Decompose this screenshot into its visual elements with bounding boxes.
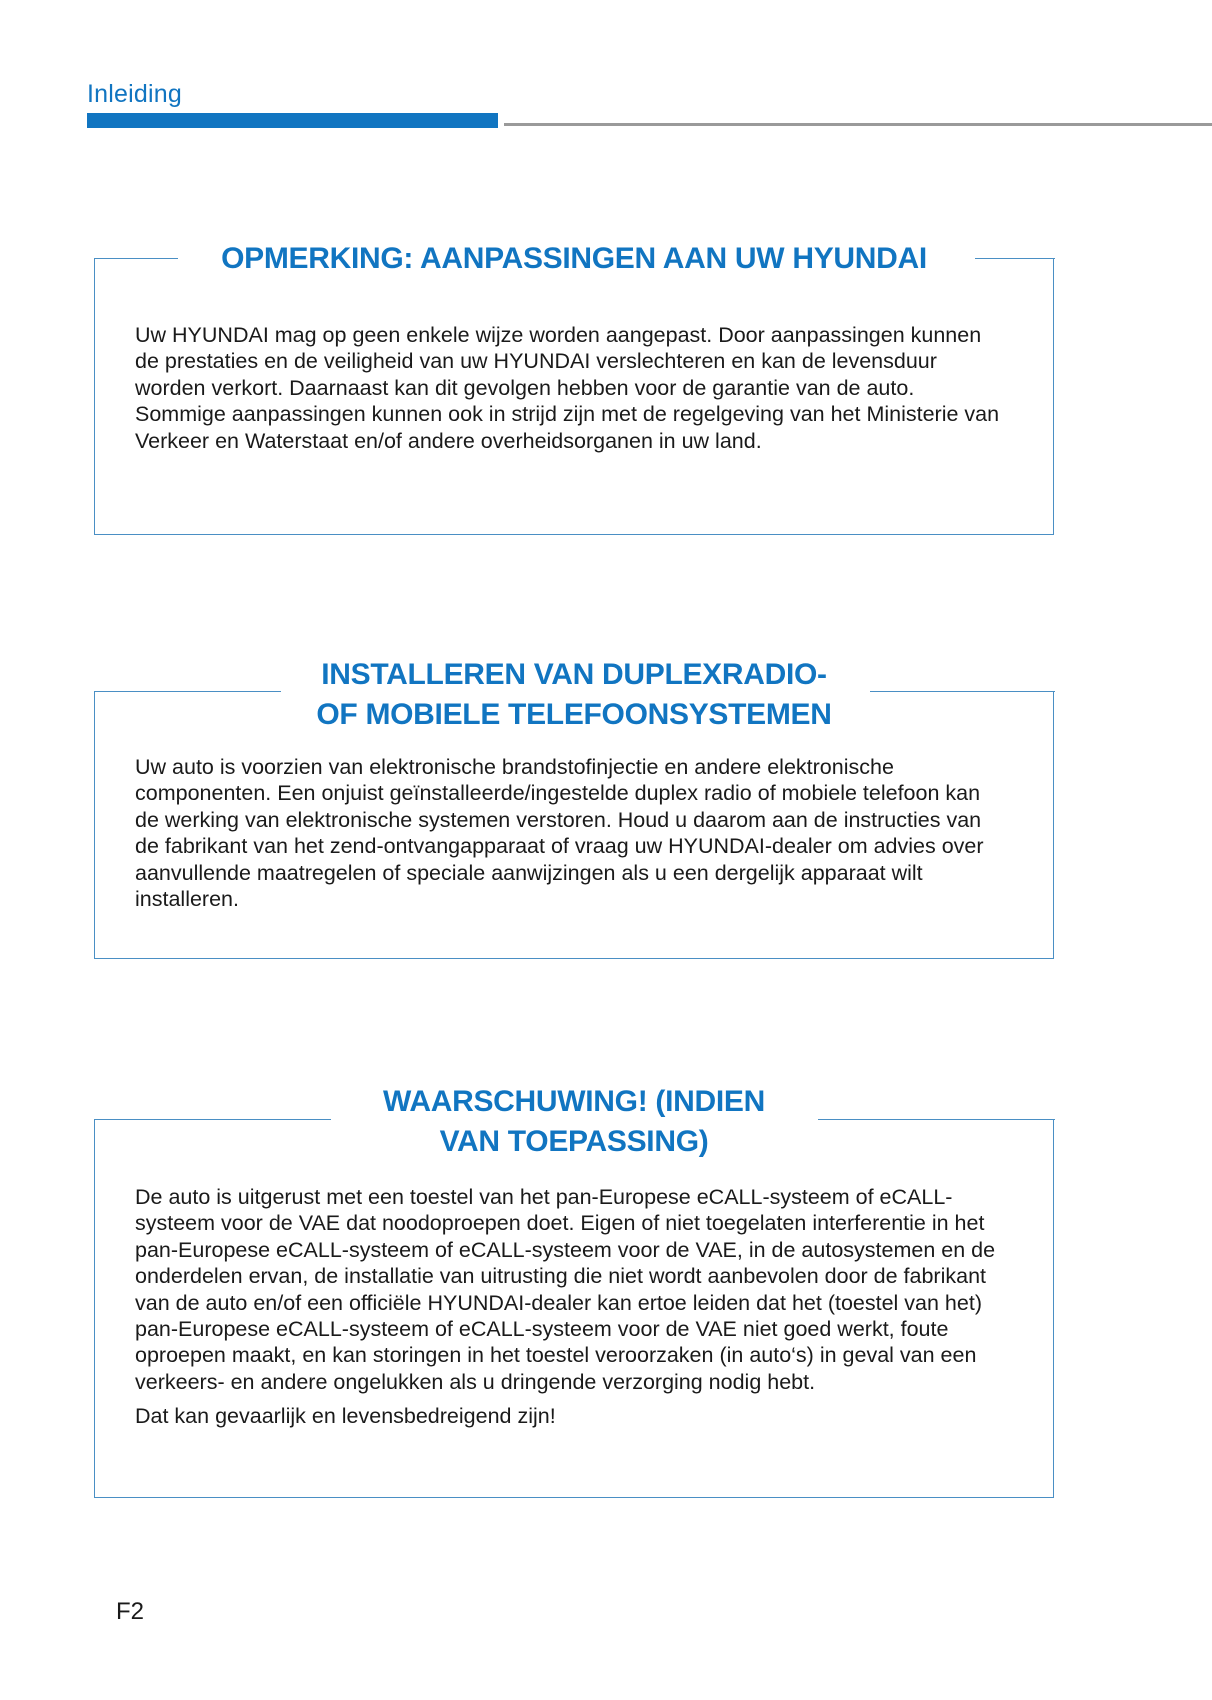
header-rule: [504, 123, 1212, 126]
notice-title-line: OF MOBIELE TELEFOONSYSTEMEN: [316, 698, 832, 731]
notice-paragraph: Uw HYUNDAI mag op geen enkele wijze worden aangepast. Door aanpassingen kunnen de prestaties en de veiligheid van uw HYUNDAI verslechteren en kan de levensduur worden verkort. Daarnaast kan dit gevolgen hebben voor de garantie van de auto. Sommige aanpassingen kunnen ook in strijd zijn met de regelgeving van het Ministerie van Verkeer en Waterstaat en/of andere overheidsorganen in uw land.: [135, 323, 1000, 453]
notice-box-modifications: [94, 242, 1054, 535]
page-number: F2: [116, 1598, 145, 1625]
warning-paragraph: Dat kan gevaarlijk en levensbedreigend zijn!: [135, 1404, 556, 1429]
notice-box-radio: [94, 658, 1054, 959]
warning-title-line: VAN TOEPASSING): [439, 1125, 709, 1158]
warning-box-ecall: [94, 1085, 1054, 1498]
section-title: Inleiding: [87, 80, 182, 108]
warning-title: [95, 1082, 1053, 1162]
notice-body: [135, 754, 1005, 912]
notice-body: [135, 322, 1005, 454]
warning-title-line: WAARSCHUWING! (INDIEN: [382, 1085, 765, 1118]
notice-title-line: INSTALLEREN VAN DUPLEXRADIO-: [321, 658, 827, 691]
notice-paragraph: Uw auto is voorzien van elektronische brandstofinjectie en andere elektronische componenten. Een onjuist geïnstalleerde/ingestelde duplex radio of mobiele telefoon kan de werking van elektronische systemen verstoren. Houd u daarom aan de instructies van de fabrikant van het zend-ontvangapparaat of vraag uw HYUNDAI-dealer om advies over aanvullende maatregelen of speciale aanwijzingen als u een dergelijk apparaat wilt installeren.: [135, 755, 984, 912]
notice-title: OPMERKING: AANPASSINGEN AAN UW HYUNDAI: [221, 242, 927, 275]
warning-paragraph: De auto is uitgerust met een toestel van het pan-Europese eCALL-systeem of eCALL-systeem voor de VAE dat noodoproepen doet. Eigen of niet toegelaten interferentie in het pan-Europese eCALL-systeem of eCALL-systeem voor de VAE, in de autosystemen en de onderdelen ervan, de installatie van uitrusting die niet wordt aanbevolen door de fabrikant van de auto en/of een officiële HYUNDAI-dealer kan ertoe leiden dat het (toestel van het) pan-Europese eCALL-systeem of eCALL-systeem voor de VAE niet goed werkt, foute oproepen maakt, en kan storingen in het toestel veroorzaken (in auto‘s) in geval van een verkeers- en andere ongelukken als u dringende verzorging nodig hebt.: [135, 1185, 996, 1394]
notice-title: [95, 655, 1053, 735]
warning-body: [135, 1184, 1005, 1430]
header-accent-bar: [87, 113, 498, 128]
